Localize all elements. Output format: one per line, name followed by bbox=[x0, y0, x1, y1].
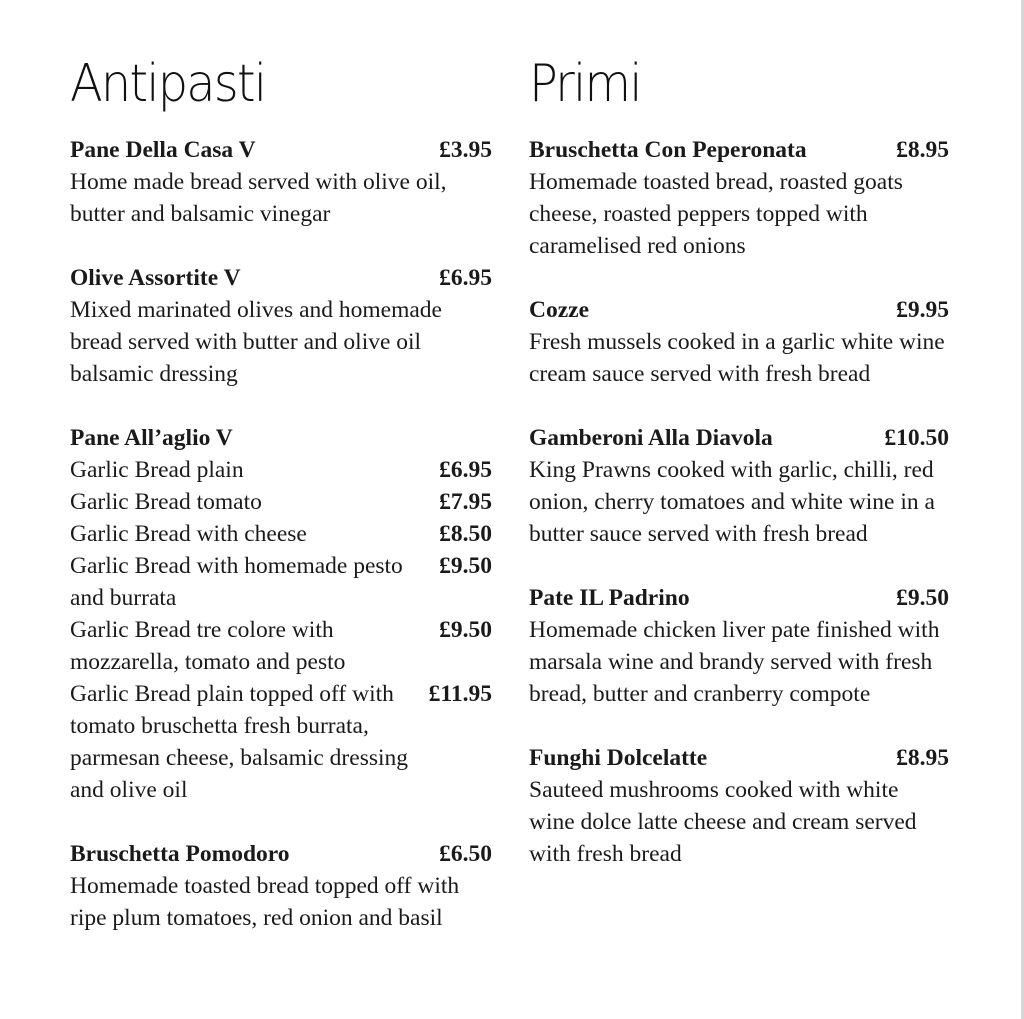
item-price: £9.95 bbox=[896, 297, 949, 323]
variant-label: Garlic Bread with cheese bbox=[70, 521, 307, 547]
item-name: Gamberoni Alla Diavola bbox=[529, 425, 773, 451]
item-name: Pane All’aglio V bbox=[70, 425, 233, 451]
variant-row bbox=[70, 454, 492, 486]
item-price: £6.95 bbox=[439, 265, 492, 291]
item-description: King Prawns cooked with garlic, chilli, red onion, cherry tomatoes and white wine in a butter sauce served with fresh bread bbox=[529, 457, 935, 547]
menu-item-funghi-dolcelatte bbox=[529, 742, 949, 870]
variant-price: £7.95 bbox=[439, 489, 492, 515]
menu-item-cozze bbox=[529, 294, 949, 390]
menu-item-pane-allaglio bbox=[70, 422, 492, 806]
item-description: Sauteed mushrooms cooked with white wine dolce latte cheese and cream served with fresh bread bbox=[529, 777, 917, 867]
item-name: Olive Assortite V bbox=[70, 265, 241, 291]
item-name: Pane Della Casa V bbox=[70, 137, 256, 163]
antipasti-title: Antipasti bbox=[70, 54, 266, 114]
variant-row bbox=[70, 486, 492, 518]
antipasti-column bbox=[70, 52, 492, 966]
primi-title: Primi bbox=[529, 54, 641, 114]
item-header bbox=[529, 134, 949, 166]
variant-label: Garlic Bread plain bbox=[70, 457, 244, 483]
variant-row bbox=[70, 678, 492, 806]
item-description: Homemade chicken liver pate finished with marsala wine and brandy served with fresh bread, butter and cranberry compote bbox=[529, 617, 940, 707]
item-name: Bruschetta Con Peperonata bbox=[529, 137, 807, 163]
item-header bbox=[529, 294, 949, 326]
menu-item-pane-della-casa bbox=[70, 134, 492, 230]
item-header bbox=[529, 742, 949, 774]
item-header bbox=[70, 838, 492, 870]
variant-row bbox=[70, 518, 492, 550]
item-name: Cozze bbox=[529, 297, 590, 323]
item-price: £9.50 bbox=[896, 585, 949, 611]
item-description: Homemade toasted bread, roasted goats cheese, roasted peppers topped with caramelised red onions bbox=[529, 169, 903, 259]
variant-price: £11.95 bbox=[428, 681, 492, 707]
variant-price: £8.50 bbox=[439, 521, 492, 547]
variant-row bbox=[70, 550, 492, 614]
variant-label: Garlic Bread with homemade pesto and burrata bbox=[70, 553, 403, 611]
menu-item-bruschetta-con-peperonata bbox=[529, 134, 949, 262]
variant-label: Garlic Bread plain topped off with tomato bruschetta fresh burrata, parmesan cheese, balsamic dressing and olive oil bbox=[70, 681, 409, 803]
menu-item-gamberoni-alla-diavola bbox=[529, 422, 949, 550]
item-description: Home made bread served with olive oil, butter and balsamic vinegar bbox=[70, 169, 447, 227]
item-description: Fresh mussels cooked in a garlic white wine cream sauce served with fresh bread bbox=[529, 329, 945, 387]
item-header bbox=[70, 134, 492, 166]
item-name: Bruschetta Pomodoro bbox=[70, 841, 290, 867]
item-price: £6.50 bbox=[439, 841, 492, 867]
item-price: £8.95 bbox=[896, 745, 949, 771]
item-header bbox=[70, 262, 492, 294]
variant-row bbox=[70, 614, 492, 678]
item-description: Homemade toasted bread topped off with ripe plum tomatoes, red onion and basil bbox=[70, 873, 460, 931]
variant-price: £6.95 bbox=[439, 457, 492, 483]
variant-price: £9.50 bbox=[439, 617, 492, 643]
variant-label: Garlic Bread tre colore with mozzarella, tomato and pesto bbox=[70, 617, 346, 675]
primi-column bbox=[529, 52, 949, 902]
menu-item-olive-assortite bbox=[70, 262, 492, 390]
menu-item-pate-il-padrino bbox=[529, 582, 949, 710]
item-description: Mixed marinated olives and homemade bread served with butter and olive oil balsamic dressing bbox=[70, 297, 442, 387]
item-header bbox=[70, 422, 492, 454]
menu-item-bruschetta-pomodoro bbox=[70, 838, 492, 934]
item-price: £3.95 bbox=[439, 137, 492, 163]
item-price: £10.50 bbox=[884, 425, 949, 451]
item-header bbox=[529, 582, 949, 614]
item-price: £8.95 bbox=[896, 137, 949, 163]
variant-label: Garlic Bread tomato bbox=[70, 489, 262, 515]
item-name: Pate IL Padrino bbox=[529, 585, 690, 611]
item-header bbox=[529, 422, 949, 454]
item-name: Funghi Dolcelatte bbox=[529, 745, 708, 771]
variant-price: £9.50 bbox=[439, 553, 492, 579]
